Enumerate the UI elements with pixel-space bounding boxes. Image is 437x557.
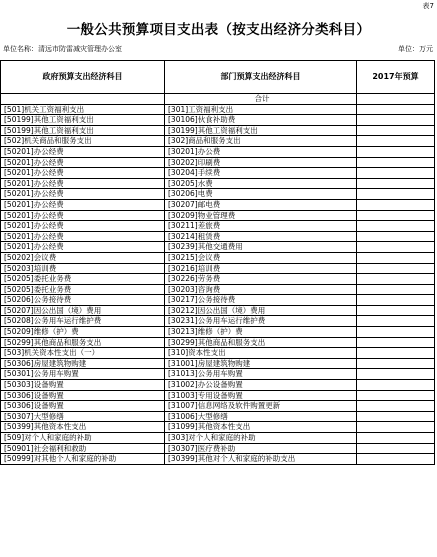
budget-amount-cell [357, 178, 435, 189]
gov-subject-cell: [50301]公务用车购置 [1, 369, 165, 380]
dept-subject-cell: [31007]信息网络及软件购置更新 [165, 401, 357, 412]
table-row [1, 305, 435, 316]
dept-subject-cell: [30211]差旅费 [165, 221, 357, 232]
gov-subject-cell: [50201]办公经费 [1, 178, 165, 189]
dept-subject-cell: [31099]其他资本性支出 [165, 422, 357, 433]
budget-amount-cell [357, 369, 435, 380]
dept-subject-cell: [30209]物业管理费 [165, 210, 357, 221]
budget-amount-cell [357, 443, 435, 454]
table-number: 表7 [422, 2, 434, 10]
table-row [1, 125, 435, 136]
gov-subject-cell: [50901]社会福利和救助 [1, 443, 165, 454]
budget-amount-cell [357, 189, 435, 200]
dept-subject-cell: [30231]公务用车运行维护费 [165, 316, 357, 327]
dept-subject-cell: [30215]会议费 [165, 252, 357, 263]
budget-amount-cell [357, 327, 435, 338]
budget-amount-cell [357, 136, 435, 147]
budget-amount-cell [357, 146, 435, 157]
table-row [1, 337, 435, 348]
dept-subject-cell: [31002]办公设备购置 [165, 380, 357, 391]
budget-amount-cell [357, 231, 435, 242]
table-row [1, 411, 435, 422]
table-row [1, 178, 435, 189]
budget-amount-cell [357, 411, 435, 422]
gov-subject-cell: [50999]对其他个人和家庭的补助 [1, 454, 165, 465]
table-row [1, 390, 435, 401]
total-row [1, 94, 435, 105]
gov-subject-cell: [50306]设备购置 [1, 390, 165, 401]
dept-subject-cell: [303]对个人和家庭的补助 [165, 433, 357, 444]
dept-subject-cell: [30204]手续费 [165, 168, 357, 179]
header-row [1, 61, 435, 94]
table-row [1, 380, 435, 391]
dept-subject-cell: [30217]公务接待费 [165, 295, 357, 306]
table-row [1, 189, 435, 200]
budget-amount-cell [357, 348, 435, 359]
currency-unit: 单位：万元 [398, 45, 433, 53]
dept-subject-cell: [30212]因公出国（境）费用 [165, 305, 357, 316]
gov-subject-cell: [50199]其他工资福利支出 [1, 125, 165, 136]
budget-amount-cell [357, 433, 435, 444]
gov-subject-cell: [50201]办公经费 [1, 242, 165, 253]
gov-subject-cell: [50201]办公经费 [1, 157, 165, 168]
dept-subject-cell: [30203]咨询费 [165, 284, 357, 295]
table-row [1, 210, 435, 221]
table-row [1, 231, 435, 242]
gov-subject-cell: [50208]公务用车运行维护费 [1, 316, 165, 327]
gov-subject-cell: [502]机关商品和服务支出 [1, 136, 165, 147]
dept-subject-cell: [31013]公务用车购置 [165, 369, 357, 380]
budget-amount-cell [357, 115, 435, 126]
header-budget-2017: 2017年预算 [357, 61, 435, 94]
gov-subject-cell: [50201]办公经费 [1, 189, 165, 200]
table-row [1, 263, 435, 274]
budget-amount-cell [357, 295, 435, 306]
dept-subject-cell: [30207]邮电费 [165, 199, 357, 210]
budget-amount-cell [357, 221, 435, 232]
budget-amount-cell [357, 390, 435, 401]
budget-amount-cell [357, 263, 435, 274]
table-row [1, 252, 435, 263]
budget-amount-cell [357, 422, 435, 433]
dept-subject-cell: [31003]专用设备购置 [165, 390, 357, 401]
dept-subject-cell: [30216]培训费 [165, 263, 357, 274]
table-row [1, 401, 435, 412]
gov-subject-cell: [50201]办公经费 [1, 221, 165, 232]
table-row [1, 295, 435, 306]
gov-subject-cell: [50201]办公经费 [1, 168, 165, 179]
table-row [1, 274, 435, 285]
dept-subject-cell: [30199]其他工资福利支出 [165, 125, 357, 136]
gov-subject-cell: [503]机关资本性支出（一） [1, 348, 165, 359]
expenditure-table [0, 60, 435, 465]
dept-subject-cell: [30239]其他交通费用 [165, 242, 357, 253]
table-row [1, 316, 435, 327]
table-row [1, 327, 435, 338]
dept-subject-cell: [30214]租赁费 [165, 231, 357, 242]
table-row [1, 146, 435, 157]
budget-amount-cell [357, 104, 435, 115]
gov-subject-cell: [50201]办公经费 [1, 210, 165, 221]
unit-name: 单位名称：清远市防雷减灾管理办公室 [3, 45, 122, 53]
dept-subject-cell: [30399]其他对个人和家庭的补助支出 [165, 454, 357, 465]
dept-subject-cell: [30307]医疗费补助 [165, 443, 357, 454]
gov-subject-cell: [50307]大型修缮 [1, 411, 165, 422]
gov-subject-cell: [509]对个人和家庭的补助 [1, 433, 165, 444]
dept-subject-cell: [30202]印刷费 [165, 157, 357, 168]
gov-subject-cell: [50299]其他商品和服务支出 [1, 337, 165, 348]
table-row [1, 284, 435, 295]
dept-subject-cell: [30106]伙食补助费 [165, 115, 357, 126]
gov-subject-cell: [50303]设备购置 [1, 380, 165, 391]
gov-subject-cell: [50206]公务接待费 [1, 295, 165, 306]
budget-amount-cell [357, 454, 435, 465]
gov-subject-cell: [501]机关工资福利支出 [1, 104, 165, 115]
dept-subject-cell: [30206]电费 [165, 189, 357, 200]
gov-subject-cell: [50202]会议费 [1, 252, 165, 263]
budget-amount-cell [357, 305, 435, 316]
budget-amount-cell [357, 316, 435, 327]
gov-subject-cell: [50205]委托业务费 [1, 284, 165, 295]
dept-subject-cell: [30201]办公费 [165, 146, 357, 157]
gov-subject-cell: [50209]维修（护）费 [1, 327, 165, 338]
gov-subject-cell: [50201]办公经费 [1, 146, 165, 157]
budget-amount-cell [357, 284, 435, 295]
budget-amount-cell [357, 168, 435, 179]
gov-subject-cell: [50201]办公经费 [1, 231, 165, 242]
header-dept-subject: 部门预算支出经济科目 [165, 61, 357, 94]
dept-subject-cell: [30213]维修（护）费 [165, 327, 357, 338]
table-row [1, 358, 435, 369]
table-row [1, 115, 435, 126]
category-row [1, 136, 435, 147]
table-row [1, 454, 435, 465]
dept-subject-cell: [30299]其他商品和服务支出 [165, 337, 357, 348]
budget-amount-cell [357, 274, 435, 285]
budget-amount-cell [357, 380, 435, 391]
gov-subject-cell: [50306]房屋建筑物购建 [1, 358, 165, 369]
table-row [1, 422, 435, 433]
category-row [1, 348, 435, 359]
budget-amount-cell [357, 401, 435, 412]
total-gov-cell [1, 94, 165, 105]
budget-amount-cell [357, 199, 435, 210]
category-row [1, 104, 435, 115]
table-row [1, 242, 435, 253]
budget-amount-cell [357, 337, 435, 348]
table-row [1, 443, 435, 454]
gov-subject-cell: [50306]设备购置 [1, 401, 165, 412]
dept-subject-cell: [30205]水费 [165, 178, 357, 189]
gov-subject-cell: [50201]办公经费 [1, 199, 165, 210]
gov-subject-cell: [50207]因公出国（境）费用 [1, 305, 165, 316]
dept-subject-cell: [31001]房屋建筑物购建 [165, 358, 357, 369]
table-row [1, 168, 435, 179]
dept-subject-cell: [301]工资福利支出 [165, 104, 357, 115]
gov-subject-cell: [50203]培训费 [1, 263, 165, 274]
budget-amount-cell [357, 252, 435, 263]
budget-amount-cell [357, 358, 435, 369]
dept-subject-cell: [310]资本性支出 [165, 348, 357, 359]
budget-amount-cell [357, 210, 435, 221]
gov-subject-cell: [50399]其他资本性支出 [1, 422, 165, 433]
dept-subject-cell: [302]商品和服务支出 [165, 136, 357, 147]
header-gov-subject: 政府预算支出经济科目 [1, 61, 165, 94]
budget-amount-cell [357, 242, 435, 253]
table-row [1, 221, 435, 232]
dept-subject-cell: [30226]劳务费 [165, 274, 357, 285]
table-row [1, 157, 435, 168]
category-row [1, 433, 435, 444]
page-title: 一般公共预算项目支出表（按支出经济分类科目） [66, 22, 371, 38]
total-amount [357, 94, 435, 105]
table-row [1, 369, 435, 380]
total-label: 合计 [165, 94, 357, 105]
budget-amount-cell [357, 125, 435, 136]
budget-amount-cell [357, 157, 435, 168]
gov-subject-cell: [50199]其他工资福利支出 [1, 115, 165, 126]
dept-subject-cell: [31006]大型修缮 [165, 411, 357, 422]
gov-subject-cell: [50205]委托业务费 [1, 274, 165, 285]
table-row [1, 199, 435, 210]
